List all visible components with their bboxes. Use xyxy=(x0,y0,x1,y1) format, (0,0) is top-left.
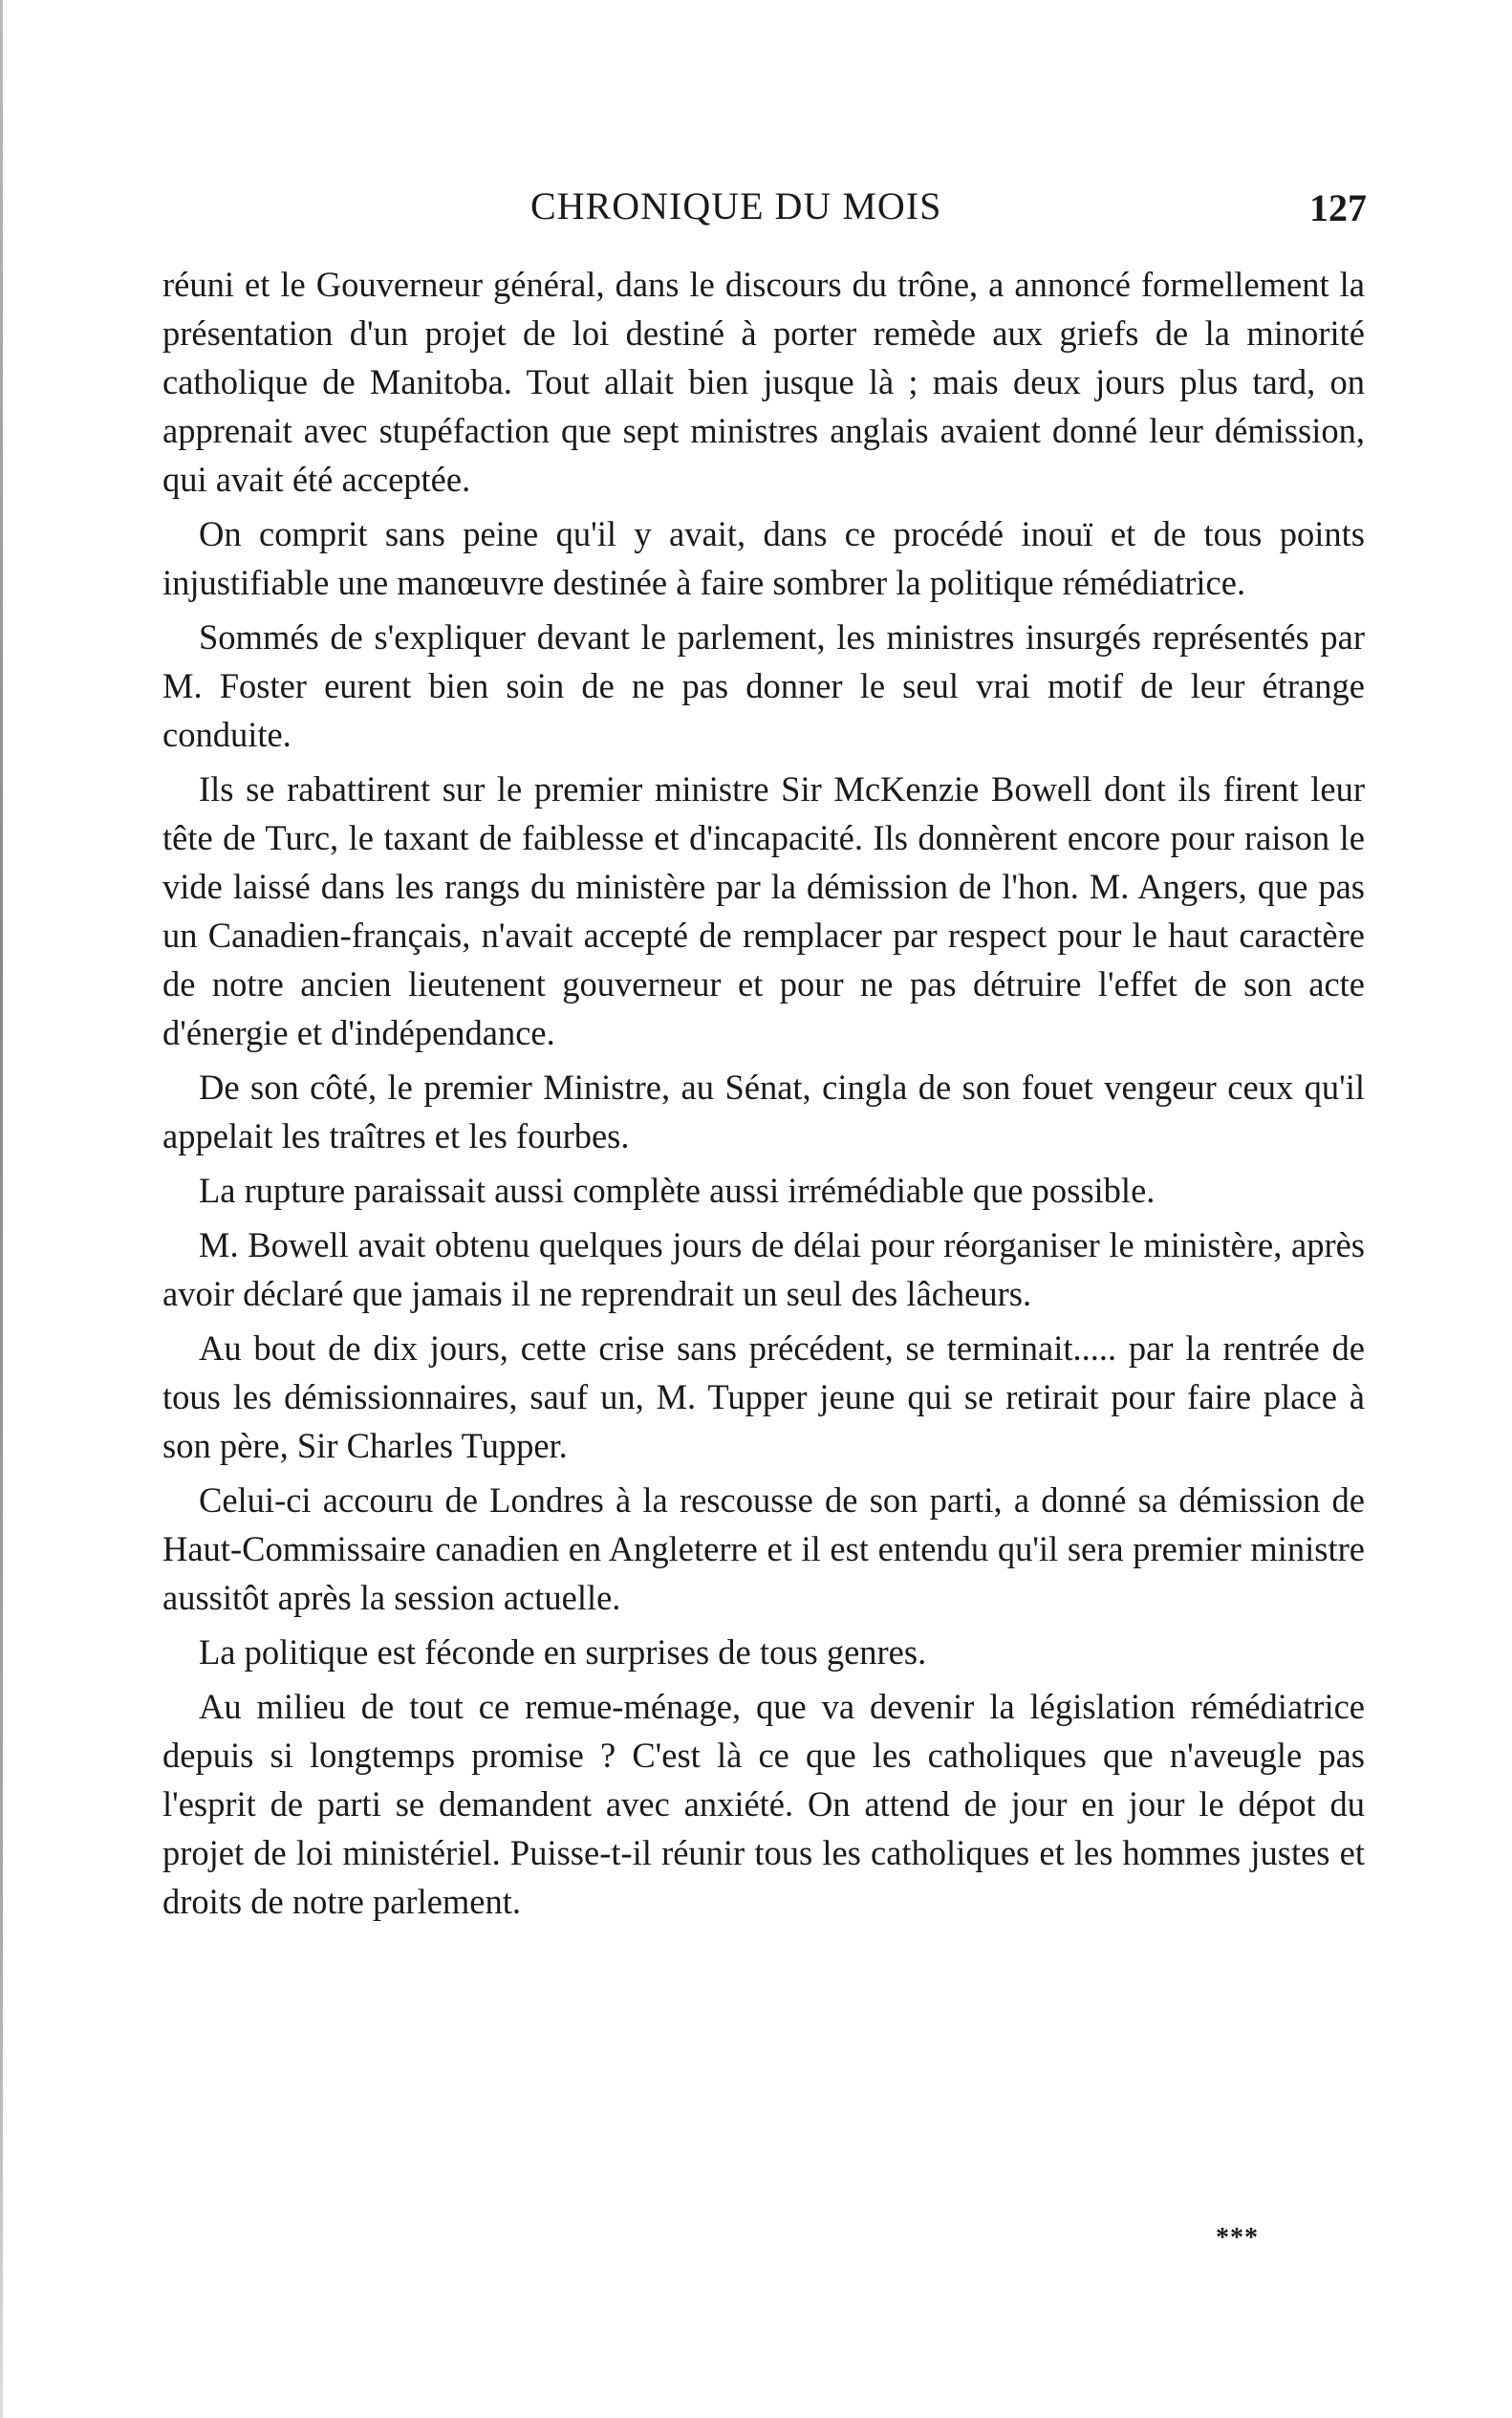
paragraph: Celui-ci accouru de Londres à la rescousse de son parti, a donné sa démission de Haut-Commissaire canadien en Angleterre et il est entendu qu'il sera premier ministre aussitôt après la session actuelle. xyxy=(162,1480,1365,1617)
paragraph: De son côté, le premier Ministre, au Sénat, cingla de son fouet vengeur ceux qu'il appelait les traîtres et les fourbes. xyxy=(162,1068,1365,1155)
paragraph: La rupture paraissait aussi complète aussi irrémédiable que possible. xyxy=(199,1171,1156,1210)
paragraph: La politique est féconde en surprises de tous genres. xyxy=(199,1632,927,1672)
page-header xyxy=(162,184,1367,241)
page-number: 127 xyxy=(1309,186,1367,229)
paragraph: Ils se rabattirent sur le premier ministre Sir McKenzie Bowell dont ils firent leur tête de Turc, le taxant de faiblesse et d'incapacité. Ils donnèrent encore pour raison le vide laissé dans les rangs du ministère par la démission de l'hon. M. Angers, que pas un Canadien-français, n'avait accepté de remplacer par respect pour le haut caractère de notre ancien lieutenent gouverneur et pour ne pas détruire l'effet de son acte d'énergie et d'indépendance. xyxy=(162,769,1365,1052)
page-binding-edge xyxy=(0,0,3,2418)
paragraph: M. Bowell avait obtenu quelques jours de délai pour réorganiser le ministère, après avoir déclaré que jamais il ne reprendrait un seul des lâcheurs. xyxy=(162,1225,1365,1313)
paragraph: Sommés de s'expliquer devant le parlement, les ministres insurgés représentés par M. Foster eurent bien soin de ne pas donner le seul vrai motif de leur étrange conduite. xyxy=(162,617,1365,754)
section-separator: *** xyxy=(1216,2223,1259,2253)
running-title: CHRONIQUE DU MOIS xyxy=(530,184,942,227)
paragraph: Au bout de dix jours, cette crise sans précédent, se terminait..... par la rentrée de tous les démissionnaires, sauf un, M. Tupper jeune qui se retirait pour faire place à son père, Sir Charles Tupper. xyxy=(162,1328,1365,1465)
paragraph: Au milieu de tout ce remue-ménage, que va devenir la législation rémédiatrice depuis si longtemps promise ? C'est là ce que les catholiques que n'aveugle pas l'esprit de parti se demandent avec anxiété. On attend de jour en jour le dépot du projet de loi ministériel. Puisse-t-il réunir tous les catholiques et les hommes justes et droits de notre parlement. xyxy=(162,1687,1365,1921)
paragraph: réuni et le Gouverneur général, dans le discours du trône, a annoncé formellement la présentation d'un projet de loi destiné à porter remède aux griefs de la minorité catholique de Manitoba. Tout allait bien jusque là ; mais deux jours plus tard, on apprenait avec stupéfaction que sept ministres anglais avaient donné leur démission, qui avait été acceptée. xyxy=(162,265,1365,499)
body-text xyxy=(162,260,1365,1932)
paragraph: On comprit sans peine qu'il y avait, dans ce procédé inouï et de tous points injustifiable une manœuvre destinée à faire sombrer la politique rémédiatrice. xyxy=(162,514,1365,602)
